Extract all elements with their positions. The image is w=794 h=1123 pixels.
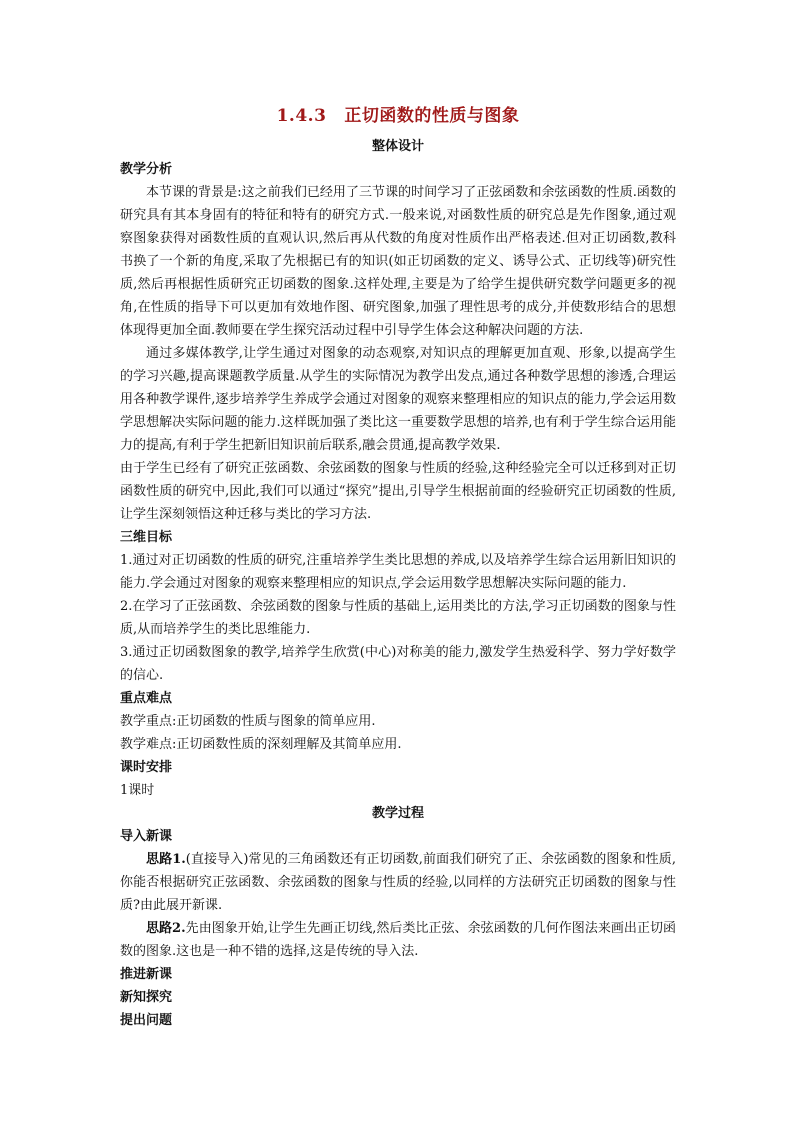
title-text: 正切函数的性质与图象 <box>344 106 520 126</box>
document-page <box>120 104 676 1032</box>
schedule-heading: 课时安排 <box>120 760 173 775</box>
intro-heading: 导入新课 <box>120 829 173 844</box>
objective-item-1: 1.通过对正切函数的性质的研究,注重培养学生类比思想的养成,以及培养学生综合运用新旧知识的能力.学会通过对图象的观察来整理相应的知识点,学会运用数学思想解决实际问题的能力. <box>120 553 676 591</box>
idea-1-paragraph <box>120 848 676 917</box>
objective-item-3: 3.通过正切函数图象的教学,培养学生欣赏(中心)对称美的能力,激发学生热爱科学、努力学好数学的信心. <box>120 645 676 683</box>
overall-design-heading: 整体设计 <box>371 139 424 154</box>
idea-1-text: (直接导入)常见的三角函数还有正切函数,前面我们研究了正、余弦函数的图象和性质,你能否根据研究正弦函数、余弦函数的图象与性质的经验,以同样的方法研究正切函数的图象与性质?由此展开新课. <box>120 852 676 913</box>
idea-2-label: 思路2. <box>146 921 186 936</box>
teaching-difficult-point: 教学难点:正切函数性质的深刻理解及其简单应用. <box>120 737 402 752</box>
document-title <box>120 104 676 128</box>
objectives-heading: 三维目标 <box>120 530 173 545</box>
section-number: 1.4.3 <box>276 106 327 126</box>
explore-heading: 新知探究 <box>120 990 173 1005</box>
advance-heading: 推进新课 <box>120 967 173 982</box>
idea-2-paragraph <box>120 917 676 963</box>
schedule-value: 1课时 <box>120 783 155 798</box>
objective-item-2: 2.在学习了正弦函数、余弦函数的图象与性质的基础上,运用类比的方法,学习正切函数的图象与性质,从而培养学生的类比思维能力. <box>120 599 676 637</box>
question-heading: 提出问题 <box>120 1013 173 1028</box>
analysis-paragraph-1: 本节课的背景是:这之前我们已经用了三节课的时间学习了正弦函数和余弦函数的性质.函数的研究具有其本身固有的特征和特有的研究方式.一般来说,对函数性质的研究总是先作图象,通过观察图象获得对函数性质的直观认识,然后再从代数的角度对性质作出严格表述.但对正切函数,教科书换了一个新的角度,采取了先根据已有的知识(如正切函数的定义、诱导公式、正切线等)研究性质,然后再根据性质研究正切函数的图象.这样处理,主要是为了给学生提供研究数学问题更多的视角,在性质的指导下可以更加有效地作图、研究图象,加强了理性思考的成分,并使数形结合的思想体现得更加全面.教师要在学生探究活动过程中引导学生体会这种解决问题的方法. <box>120 185 676 338</box>
teaching-key-point: 教学重点:正切函数的性质与图象的简单应用. <box>120 714 376 729</box>
key-points-heading: 重点难点 <box>120 691 173 706</box>
process-heading: 教学过程 <box>371 806 424 821</box>
idea-2-text: 先由图象开始,让学生先画正切线,然后类比正弦、余弦函数的几何作图法来画出正切函数的图象.这也是一种不错的选择,这是传统的导入法. <box>120 921 677 959</box>
analysis-paragraph-3: 由于学生已经有了研究正弦函数、余弦函数的图象与性质的经验,这种经验完全可以迁移到对正切函数性质的研究中,因此,我们可以通过“探究”提出,引导学生根据前面的经验研究正切函数的性质,让学生深刻领悟这种迁移与类比的学习方法. <box>120 461 676 522</box>
idea-1-label: 思路1. <box>146 852 186 867</box>
analysis-paragraph-2: 通过多媒体教学,让学生通过对图象的动态观察,对知识点的理解更加直观、形象,以提高学生的学习兴趣,提高课题教学质量.从学生的实际情况为教学出发点,通过各种数学思想的渗透,合理运用各种教学课件,逐步培养学生养成学会通过对图象的观察来整理相应的知识点的能力,学会运用数学思想解决实际问题的能力.这样既加强了类比这一重要数学思想的培养,也有利于学生综合运用能力的提高,有利于学生把新旧知识前后联系,融会贯通,提高教学效果. <box>120 346 676 453</box>
analysis-heading: 教学分析 <box>120 162 173 177</box>
